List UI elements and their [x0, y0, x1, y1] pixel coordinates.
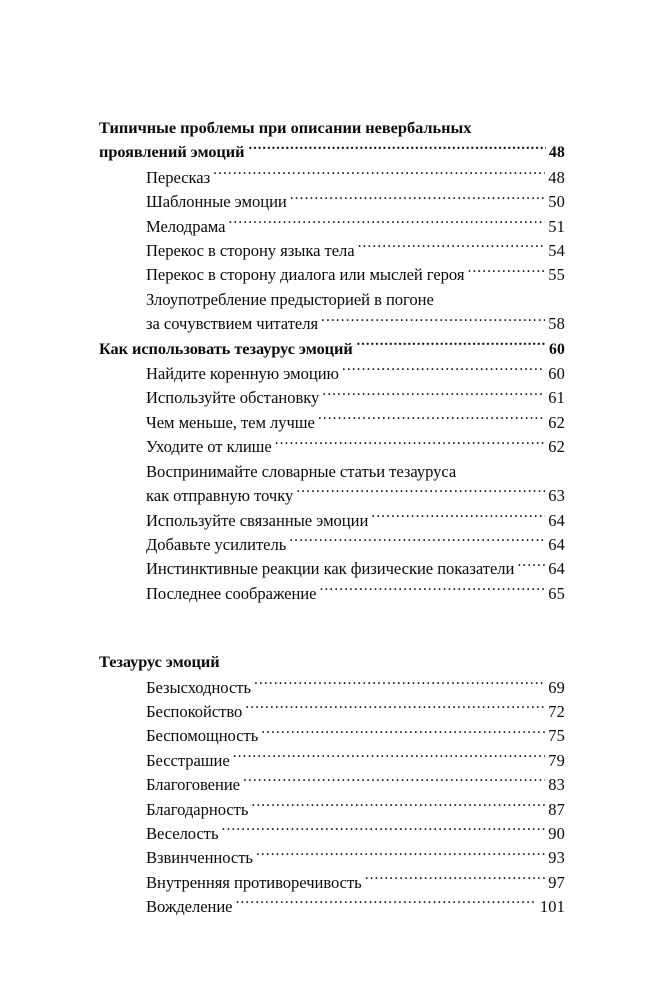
toc-entry-page: 79: [548, 750, 565, 770]
toc-entry[interactable]: [146, 895, 565, 919]
toc-entry-page: 93: [548, 848, 565, 868]
toc-entry-page: 61: [548, 388, 565, 408]
toc-entry-label: Найдите коренную эмоцию: [146, 364, 339, 384]
toc-entry-label: как отправную точку: [146, 486, 294, 506]
section-heading-line1: Типичные проблемы при описании невербальных: [99, 118, 472, 137]
toc-entry-label: Уходите от клише: [146, 437, 272, 457]
toc-entry-label: за сочувствием читателя: [146, 314, 319, 334]
toc-section-thesaurus: [99, 650, 565, 919]
toc-entry-label: Чем меньше, тем лучше: [146, 412, 315, 432]
toc-entry-label: Веселость: [146, 823, 219, 843]
toc-entry[interactable]: [146, 557, 565, 581]
toc-entry-page: 72: [548, 701, 565, 721]
toc-entry-page: 62: [548, 437, 565, 457]
dot-leader: [358, 239, 546, 256]
toc-entry[interactable]: [146, 846, 565, 870]
toc-entry-page: 64: [548, 510, 565, 530]
toc-entry-label-line1: Воспринимайте словарные статьи тезауруса: [146, 461, 457, 481]
toc-entry[interactable]: [146, 263, 565, 287]
toc-entry-page: 64: [548, 559, 565, 579]
toc-entry-page: 69: [548, 677, 565, 697]
toc-entry-page: 87: [548, 799, 565, 819]
toc-entry-label: Внутренняя противоречивость: [146, 872, 362, 892]
dot-leader: [243, 774, 545, 791]
toc-entry[interactable]: [146, 509, 565, 533]
section-heading-page: 60: [549, 340, 565, 358]
toc-entry-page: 63: [548, 486, 565, 506]
toc-entry-page: 55: [548, 265, 565, 285]
dot-leader: [342, 362, 545, 379]
dot-leader: [275, 436, 546, 453]
toc-entry-label: Шаблонные эмоции: [146, 192, 287, 212]
dot-leader: [251, 798, 545, 815]
toc-entry[interactable]: [146, 190, 565, 214]
dot-leader: [289, 533, 545, 550]
dot-leader: [371, 509, 545, 526]
toc-entry-label: Бесстрашие: [146, 750, 230, 770]
toc-entry-page: 62: [548, 412, 565, 432]
dot-leader: [321, 313, 545, 330]
section-heading-how-to-use[interactable]: [99, 337, 565, 362]
toc-entry-page: 90: [548, 823, 565, 843]
toc-entry[interactable]: [146, 411, 565, 435]
toc-entry-label: Мелодрама: [146, 216, 226, 236]
dot-leader: [319, 582, 545, 599]
dot-leader: [248, 141, 546, 157]
toc-entry-label: Перекос в сторону диалога или мыслей героя: [146, 265, 465, 285]
section-heading-label: проявлений эмоций: [99, 142, 245, 162]
toc-entry[interactable]: [146, 386, 565, 410]
toc-entry-label: Беспокойство: [146, 701, 243, 721]
table-of-contents: [99, 116, 565, 920]
toc-entry-label: Безысходность: [146, 677, 251, 697]
dot-leader: [365, 871, 546, 888]
dot-leader: [254, 676, 545, 693]
toc-entry-page: 58: [548, 314, 565, 334]
toc-entry[interactable]: [146, 822, 565, 846]
toc-entry-label: Перекос в сторону языка тела: [146, 241, 355, 261]
toc-entry[interactable]: [146, 239, 565, 263]
toc-entry[interactable]: [146, 700, 565, 724]
section-heading-thesaurus: Тезаурус эмоций: [99, 652, 220, 672]
dot-leader: [322, 387, 545, 404]
dot-leader: [318, 411, 545, 428]
dot-leader: [245, 700, 545, 717]
toc-entry[interactable]: [146, 749, 565, 773]
toc-entry-label-line1: Злоупотребление предысторией в погоне: [146, 289, 434, 309]
toc-entry-label: Взвинченность: [146, 848, 253, 868]
toc-entry[interactable]: [146, 484, 565, 508]
dot-leader: [256, 847, 545, 864]
dot-leader: [228, 215, 545, 232]
section-spacer: [99, 606, 565, 650]
toc-entry-page: 50: [548, 192, 565, 212]
dot-leader: [517, 558, 545, 575]
toc-entry-label: Благодарность: [146, 799, 249, 819]
toc-entry[interactable]: [146, 798, 565, 822]
toc-entry-label: Добавьте усилитель: [146, 534, 287, 554]
toc-entry-page: 101: [539, 897, 565, 917]
toc-entry-page: 54: [548, 241, 565, 261]
toc-entry-label: Используйте связанные эмоции: [146, 510, 369, 530]
toc-entry[interactable]: [146, 166, 565, 190]
toc-entry[interactable]: [146, 362, 565, 386]
toc-entry-page: 83: [548, 775, 565, 795]
toc-entry-page: 60: [548, 364, 565, 384]
toc-entry-label: Пересказ: [146, 167, 211, 187]
dot-leader: [233, 749, 546, 766]
toc-entry[interactable]: [146, 312, 565, 336]
toc-entry-label: Последнее соображение: [146, 583, 317, 603]
dot-leader: [467, 264, 545, 281]
toc-section-typical-problems: [99, 116, 565, 337]
toc-entry-label: Беспомощность: [146, 726, 259, 746]
toc-entry[interactable]: [146, 582, 565, 606]
toc-entry-label: Инстинктивные реакции как физические показатели: [146, 559, 515, 579]
dot-leader: [296, 485, 545, 502]
dot-leader: [213, 166, 545, 183]
toc-entry-page: 75: [548, 726, 565, 746]
dot-leader: [261, 725, 545, 742]
toc-entry[interactable]: [146, 871, 565, 895]
toc-entry[interactable]: [146, 773, 565, 797]
toc-entry[interactable]: [146, 435, 565, 459]
toc-section-how-to-use: [99, 337, 565, 606]
dot-leader: [222, 822, 546, 839]
toc-entry-page: 51: [548, 216, 565, 236]
toc-entry-page: 65: [548, 583, 565, 603]
section-heading-page: 48: [549, 144, 565, 162]
toc-entry[interactable]: [146, 724, 565, 748]
toc-entry-page: 48: [548, 167, 565, 187]
toc-entry[interactable]: [146, 215, 565, 239]
toc-entry-label: Используйте обстановку: [146, 388, 320, 408]
section-heading-label: Как использовать тезаурус эмоций: [99, 338, 353, 358]
toc-entry[interactable]: [146, 676, 565, 700]
dot-leader: [290, 191, 545, 208]
dot-leader: [236, 896, 537, 913]
toc-entry-page: 64: [548, 534, 565, 554]
section-heading-typical-problems[interactable]: [99, 140, 565, 165]
toc-entry-label: Благоговение: [146, 775, 240, 795]
toc-entry-label: Вожделение: [146, 897, 233, 917]
toc-entry-page: 97: [548, 872, 565, 892]
dot-leader: [357, 337, 546, 353]
toc-entry[interactable]: [146, 533, 565, 557]
